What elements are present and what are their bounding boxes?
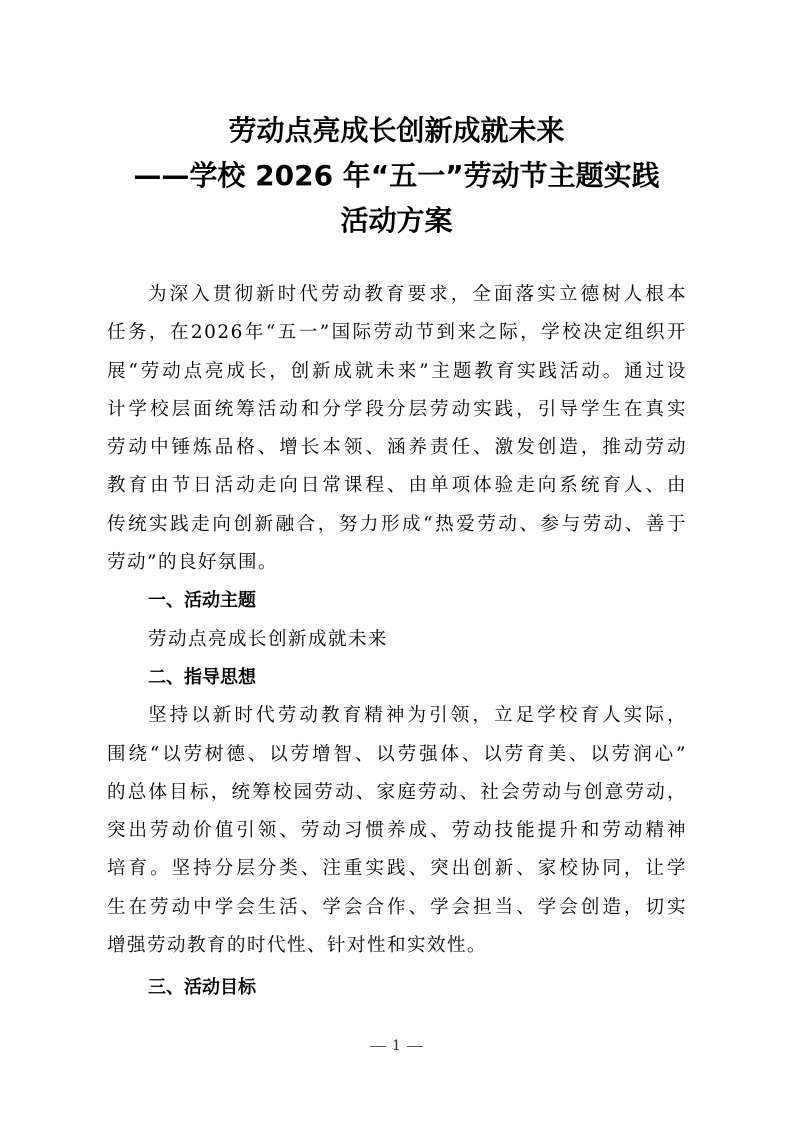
title-line-1: 劳动点亮成长创新成就未来 [228,114,565,147]
text-line: 劳动中锤炼品格、增长本领、涵养责任、激发创造，推动劳动 [107,437,687,459]
intro-paragraph [107,276,687,582]
footer-dash-left [370,1046,386,1047]
text-line: 增强劳动教育的时代性、针对性和实效性。 [107,935,488,957]
text-line: 为深入贯彻新时代劳动教育要求，全面落实立德树人根本 [148,284,687,305]
text-line: 展“劳动点亮成长，创新成就未来”主题教育实践活动。通过设 [107,360,687,382]
page-footer [0,1036,793,1056]
text-line: 的总体目标，统筹校园劳动、家庭劳动、社会劳动与创意劳动， [107,781,687,803]
text-line: 任务，在2026年“五一”国际劳动节到来之际，学校决定组织开 [107,322,687,344]
section-theme-content: 劳动点亮成长创新成就未来 [148,628,389,650]
section-heading-goals: 三、活动目标 [148,977,256,999]
guiding-ideology-paragraph [107,697,687,965]
title-line-2: ——学校 2026 年“五一”劳动节主题实践 [133,159,660,192]
text-line: 劳动”的良好氛围。 [107,552,278,574]
section-heading-theme: 一、活动主题 [148,590,256,612]
text-line: 教育由节日活动走向日常课程、由单项体验走向系统育人、由 [107,475,687,497]
text-line: 突出劳动价值引领、劳动习惯养成、劳动技能提升和劳动精神 [107,820,687,842]
page-number: 1 [392,1038,401,1054]
section-heading-guiding-ideology: 二、指导思想 [148,666,256,688]
text-line: 传统实践走向创新融合，努力形成“热爱劳动、参与劳动、善于 [107,513,687,535]
footer-dash-right [407,1046,423,1047]
text-line: 培育。坚持分层分类、注重实践、突出创新、家校协同，让学 [107,858,687,880]
text-line: 计学校层面统筹活动和分学段分层劳动实践，引导学生在真实 [107,398,687,420]
document-body [107,276,687,1008]
text-line: 坚持以新时代劳动教育精神为引领，立足学校育人实际， [148,705,687,727]
title-line-3: 活动方案 [340,204,453,237]
text-line: 围绕“以劳树德、以劳增智、以劳强体、以劳育美、以劳润心” [107,743,687,765]
text-line: 生在劳动中学会生活、学会合作、学会担当、学会创造，切实 [107,896,687,918]
document-title [0,108,793,243]
